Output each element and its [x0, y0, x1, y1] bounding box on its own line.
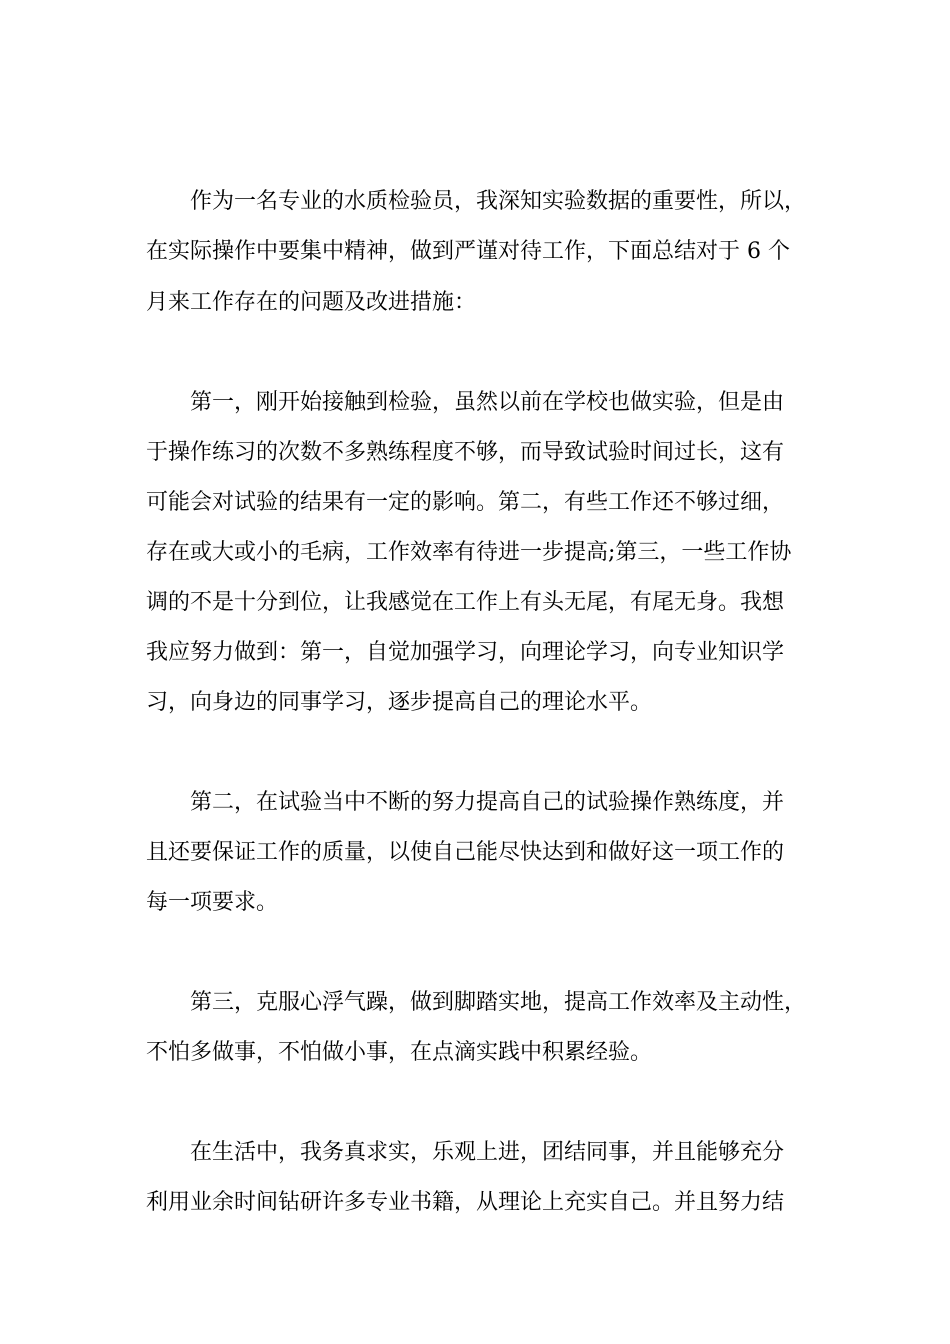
paragraph-2-line-4: 存在或大或小的毛病，工作效率有待进一步提高;第三，一些工作协: [146, 540, 792, 565]
paragraph-3-line-1: 第二，在试验当中不断的努力提高自己的试验操作熟练度，并: [190, 790, 785, 815]
paragraph-2-line-2: 于操作练习的次数不多熟练程度不够，而导致试验时间过长，这有: [146, 440, 785, 465]
paragraph-4-line-2: 不怕多做事，不怕做小事，在点滴实践中积累经验。: [146, 1040, 653, 1065]
paragraph-1-line-1: 作为一名专业的水质检验员，我深知实验数据的重要性，所以，: [190, 189, 807, 214]
paragraph-5-line-2: 利用业余时间钻研许多专业书籍，从理论上充实自己。并且努力结: [146, 1190, 785, 1215]
paragraph-1-line-2: 在实际操作中要集中精神，做到严谨对待工作，下面总结对于 6 个: [146, 239, 790, 264]
paragraph-2-line-6: 我应努力做到：第一，自觉加强学习，向理论学习，向专业知识学: [146, 640, 785, 665]
paragraph-4-line-1: 第三，克服心浮气躁，做到脚踏实地，提高工作效率及主动性，: [190, 990, 807, 1015]
paragraph-2-line-3: 可能会对试验的结果有一定的影响。第二，有些工作还不够过细，: [146, 490, 785, 515]
paragraph-1-line-3: 月来工作存在的问题及改进措施：: [146, 290, 477, 315]
paragraph-2-line-7: 习，向身边的同事学习，逐步提高自己的理论水平。: [146, 690, 653, 715]
paragraph-5-line-1: 在生活中，我务真求实，乐观上进，团结同事，并且能够充分: [190, 1140, 785, 1165]
paragraph-2-line-5: 调的不是十分到位，让我感觉在工作上有头无尾，有尾无身。我想: [146, 590, 785, 615]
paragraph-3-line-2: 且还要保证工作的质量，以使自己能尽快达到和做好这一项工作的: [146, 840, 785, 865]
paragraph-3-line-3: 每一项要求。: [146, 890, 279, 915]
paragraph-2-line-1: 第一，刚开始接触到检验，虽然以前在学校也做实验，但是由: [190, 390, 785, 415]
